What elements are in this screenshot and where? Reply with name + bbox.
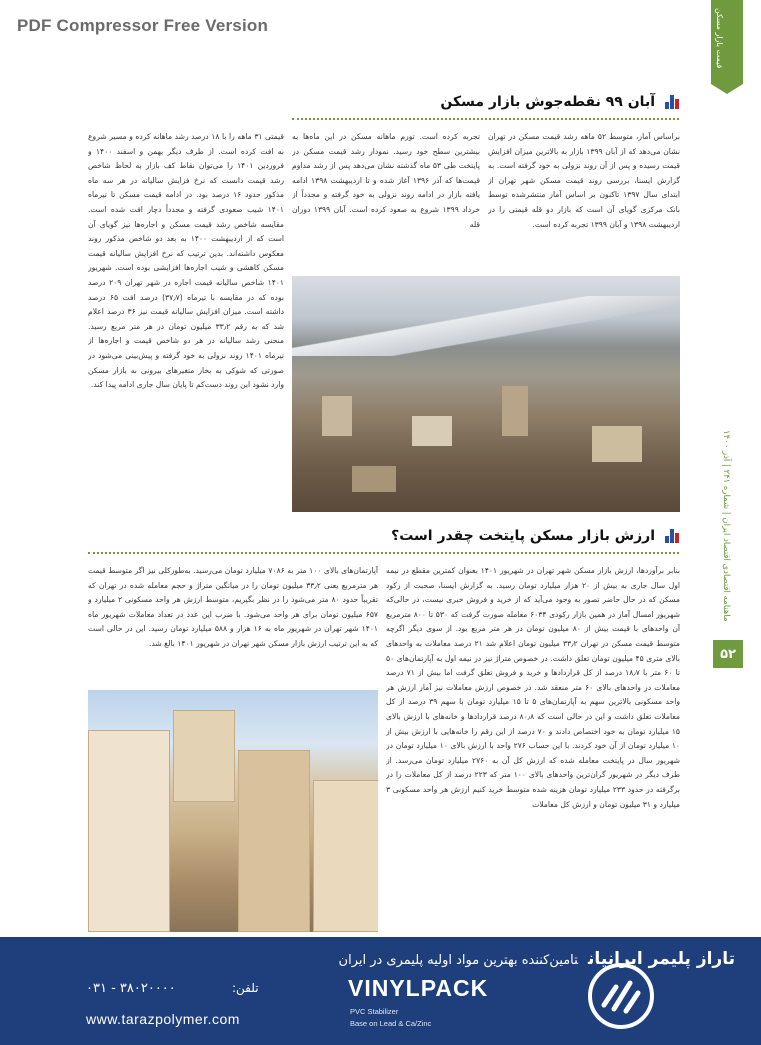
section1-col-middle: تجربه کرده است. تورم ماهانه مسکن در این ماه‌ها به بیشترین سطح خود رسید. نمودار رشد قیمت مسکن در پایتخت طی ۵۳ ماه گذشته نشان می‌دهد پس از رشد مداوم قیمت‌ها که آذر ۱۳۹۶ آغاز شده و تا اردیبهشت ۱۳۹۸ ادامه یافته بازار در ادامه روند نزولی به خود گرفته و مجدداً از خرداد ۱۳۹۹ شروع به صعود کرده است. آبان ۱۳۹۹ دوران قله bbox=[292, 132, 480, 229]
section1-col-right: براساس آمار، متوسط ۵۲ ماهه رشد قیمت مسکن در تهران نشان می‌دهد که از آبان ۱۳۹۹ بازار به بالاترین میزان افزایش قیمت رسیده و پس از آن روند نزولی به خود گرفته است. به گزارش ایسنا، بررسی روند قیمت مسکن شهر تهران از ابتدای سال ۱۳۹۷ تاکنون بر اساس آمار منتشرشده توسط بانک مرکزی گویای آن است که بازار دو قله قیمتی را در اردیبهشت ۱۳۹۸ و آبان ۱۳۹۹ تجربه کرده است. bbox=[488, 132, 680, 229]
ad-tagline-1: PVC Stabilizer bbox=[350, 1007, 399, 1016]
page-number: ۵۲ bbox=[713, 640, 743, 668]
watermark-text: PDF Compressor Free Version bbox=[17, 16, 269, 35]
footer-advertisement bbox=[0, 937, 761, 1045]
ad-website: www.tarazpolymer.com bbox=[86, 1011, 240, 1027]
section1-heading bbox=[440, 94, 679, 110]
residential-buildings-photo bbox=[88, 690, 378, 932]
section2-heading bbox=[391, 528, 679, 544]
tehran-skyline-photo bbox=[292, 276, 680, 512]
ad-tagline-2: Base on Lead & Ca/Zinc bbox=[350, 1019, 432, 1028]
section-tab bbox=[706, 0, 761, 84]
section-tab-label: قیمت بازار مسکن bbox=[715, 8, 724, 69]
building-chart-icon bbox=[663, 529, 679, 543]
ad-brand: VINYLPACK bbox=[348, 975, 489, 1001]
section2-divider bbox=[88, 552, 679, 554]
ad-phone-label: تلفن: bbox=[232, 981, 259, 995]
ad-subtitle: تامین‌کننده بهترین مواد اولیه پلیمری در ایران bbox=[338, 953, 579, 968]
section2-col-left: آپارتمان‌های بالای ۱۰۰ متر به ۷۰۸۶ میلیارد تومان می‌رسید. به‌طورکلی نیز اگر متوسط قیمت هر مترمربع یعنی ۳۳٫۲ میلیون تومان را در میانگین متراژ و حجم معامله شده در تهران که تقریباً حدود ۸۰ متر می‌شود را در نظر بگیریم، متوسط ارزش هر واحد مسکونی ۲ میلیارد و ۶۵۷ میلیون تومان برای هر واحد می‌شود. با ضرب این عدد در تعداد معاملات شهریور ماه ۱۴۰۱ شهر تهران در شهریور ماه به ۱۶ هزار و ۵۸۸ میلیارد تومان رسید. این در حالی است که به این ترتیب ارزش بازار مسکن شهر تهران در شهریور ۱۴۰۱ بالغ شد. bbox=[88, 566, 378, 648]
issue-caption: ماهنامه اقتصادی اقتصاد ایران | شماره ۲۴۱ | آذر ۱۴۰۰ bbox=[721, 430, 731, 622]
section2-col-right: بنابر برآوردها، ارزش بازار مسکن شهر تهران در شهریور ۱۴۰۱ بعنوان کمترین مقطع در نیمه اول سال جاری به بیش از ۲۰ هزار میلیارد تومان رسید. به گزارش ایسنا، صحبت از رکود مسکن که در حال حاضر تصور به وجود می‌آید که از خرید و فروش خبری نیست، در حالی‌که شهریور امسال آمار در همین بازار رکودی ۶۰۳۴ معامله صورت گرفت که ۵۳۰ تا ۸۰۰ مترمربع آن واحدهای با قیمت بیش از ۸۰ میلیون تومان در هر متر مربع بود. از سوی دیگر اگرچه متوسط قیمت مسکن در تهران ۳۳٫۲ میلیون تومان اعلام شد ۲۱ درصد معاملات به واحدهای بالای متری ۴۵ میلیون تومان تعلق داشت. در خصوص متراژ نیز در نیمه اول به آپارتمان‌های ۵۰ تا ۶۰ متر با ۱۸٫۷ درصد از کل قراردادها و خرید و فروش تعلق گرفت اما بیش از ۷۱ درصد معاملات در واحدهای بالای ۶۰ متر منعقد شد. در خصوص ارزش معاملات نیز آمار ارزش هر واحد مسکونی بالاترین سهم به آپارتمان‌های ۵ تا ۱۵ میلیارد تومان با سهم ۳۹ درصد از کل معاملات تعلق داشت و این در حالی است که ۸۰٫۸ درصد قراردادها و خانه‌های با ارزش بالای ۱۵ میلیارد تومان به خود اختصاص دادند و ۷۰ درصد از این رقم را خانه‌هایی با ارزش بیش از ۱۰ میلیارد تومان از آن خود کردند. با این حساب ۲۷۶ واحد با ارزش بالای ۱۰ میلیارد تومان در شهریور سال در پایتخت معامله شده که ارزش کل آن به ۲۷۶۰ میلیارد تومان می‌رسد. از طرف دیگر در شهریور گران‌ترین واحدهای بالای ۱۰۰ متر که ۲۲۳ درصد از کل معاملات را در برگرفته در حدود ۲۳۳ میلیارد تومان هزینه شده متوسط خرید کنیم ارزش هر واحد مسکونی ۳ میلیارد و ۳۱ میلیون تومان و ارزش کل معاملات bbox=[386, 566, 680, 809]
ad-title bbox=[339, 949, 735, 969]
ad-phone: ۰۳۱ - ۳۸۰۲۰۰۰۰ bbox=[86, 981, 176, 996]
section2-heading-text: ارزش بازار مسکن پایتخت چقدر است؟ bbox=[391, 528, 655, 544]
section1-divider bbox=[292, 118, 679, 120]
section1-heading-text: آبان ۹۹ نقطه‌جوش بازار مسکن bbox=[440, 94, 655, 110]
building-chart-icon bbox=[663, 95, 679, 109]
section1-col-left: قیمتی ۳۱ ماهه را با ۱۸ درصد رشد ماهانه کرده و مسیر شروع به افت کرده است. از طرف دیگر بهمن و اسفند ۱۴۰۰ و فروردین ۱۴۰۱ را می‌توان نقاط کف بازار به لحاظ شاخص رشد قیمت دانست که نرخ فزایش سالیانه در هر سه ماه مذکور حدود ۱۶ درصد بود. در ادامه قیمت مسکن تا تیرماه ۱۴۰۱ شیب صعودی گرفته و مجدداً دچار افت شده است. مقایسه شاخص رشد قیمت مسکن و اجاره‌ها نیز گویای آن است که از اردیبهشت ۱۴۰۰ به بعد دو شاخص مذکور روند معکوس داشته‌اند. بدین ترتیب که نرخ افزایش سالیانه قیمت مسکن کاهشی و شیب اجاره‌ها افزایشی بوده است. شهریور ۱۴۰۱ شاخص سالیانه قیمت اجاره در شهر تهران ۲۰۹ درصد بوده که در مقایسه با تیرماه (۳۷٫۷) درصد افت ۶۵ درصد داشته است. میزان افزایش سالیانه قیمت نیز ۳۶ درصد اعلام شد که به رقم ۳۳٫۲ میلیون تومان در هر متر مربع رسید. منحنی رشد سالیانه در هر دو شاخص قیمت و اجاره‌ها از تیرماه ۱۴۰۱ روند نزولی به خود گرفته و پیش‌بینی می‌شود در صورتی که شوکی به بخار متغیرهای بیرونی به بازار مسکن وارد نشود این روند دست‌کم تا پایان سال جاری ادامه پیدا کند. bbox=[88, 132, 284, 390]
ad-company-name: تاراز پلیمر ایرانیان bbox=[588, 949, 735, 969]
taraz-logo-icon bbox=[586, 961, 656, 1031]
